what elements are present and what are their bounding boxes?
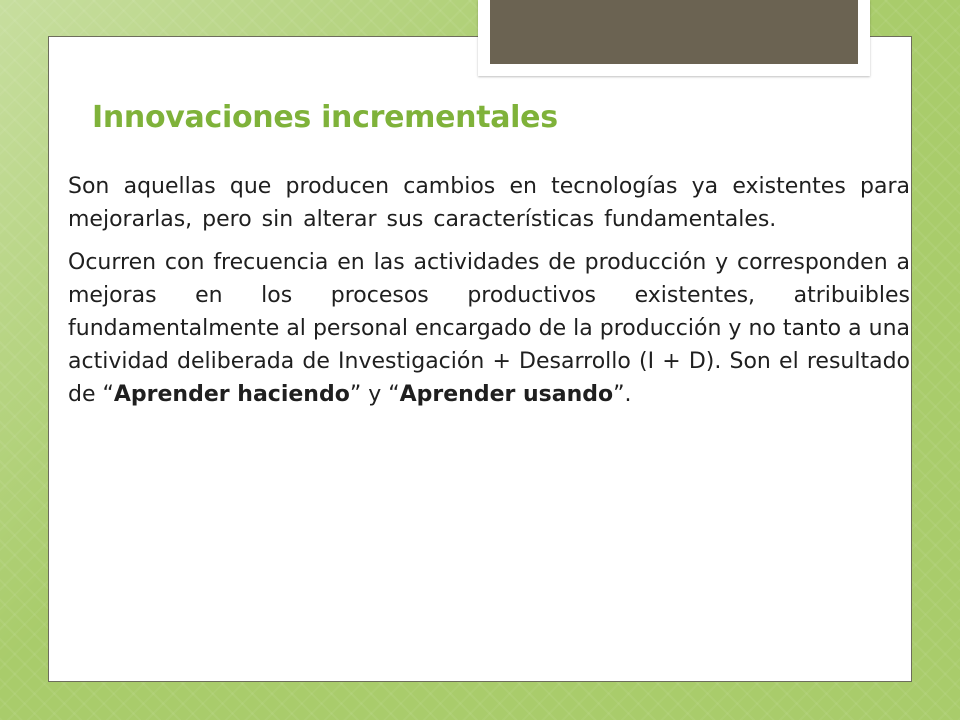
paragraph-definition: Son aquellas que producen cambios en tecnologías ya existentes para mejorarlas, pero sin alterar sus características fundamentales. — [68, 174, 910, 232]
paragraph-description-text: Ocurren con frecuencia en las actividades de producción y corresponden a mejoras en los procesos productivos existentes, atribuibles fundamentalmente al personal encargado de la producción y no tanto a una actividad deliberada de Investigación + Desarrollo (I + D). Son el resultado de “ — [68, 250, 910, 407]
slide-body — [68, 170, 910, 421]
quote-connector: ” y “ — [349, 382, 400, 407]
emphasis-aprender-haciendo: Aprender haciendo — [113, 382, 350, 407]
slide-title: Innovaciones incrementales — [92, 100, 558, 135]
emphasis-aprender-usando: Aprender usando — [399, 382, 614, 407]
paragraph-description — [68, 246, 910, 411]
closing-quote: ”. — [613, 382, 632, 407]
decorative-tab — [490, 0, 858, 64]
